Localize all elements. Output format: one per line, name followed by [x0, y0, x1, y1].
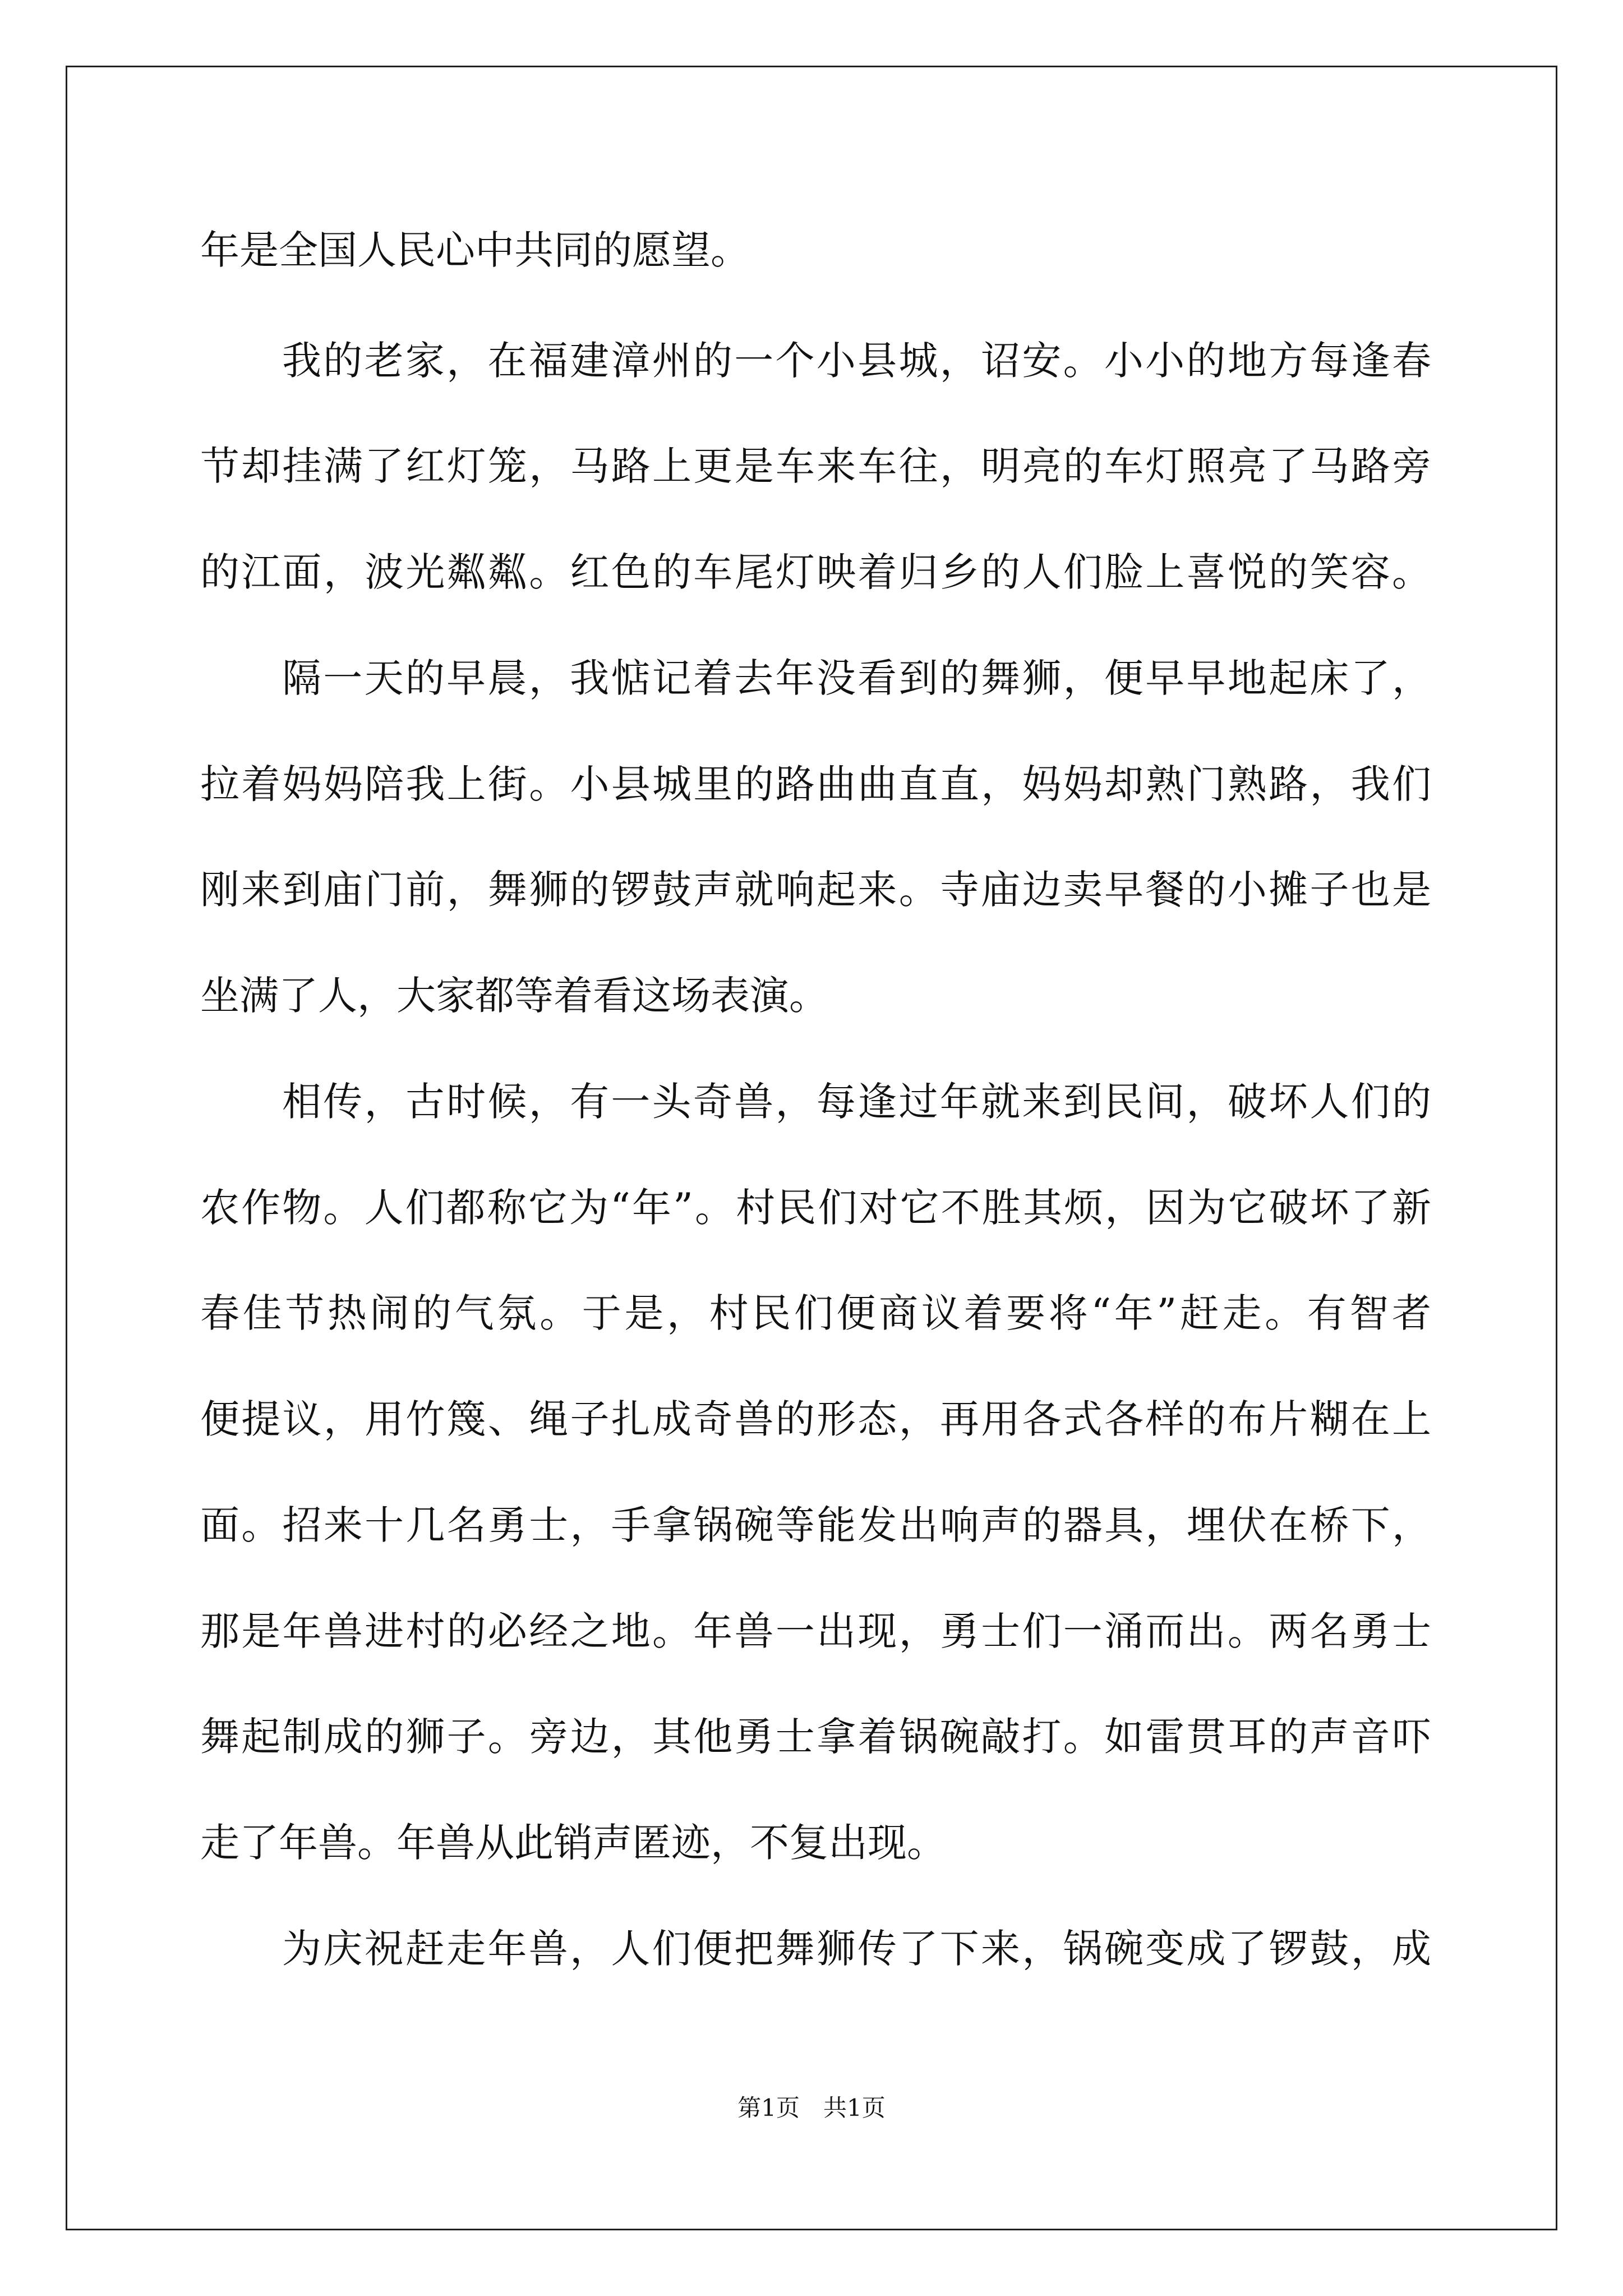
text-line-10: 农作物。人们都称它为“年”。村民们对它不胜其烦，因为它破坏了新 — [200, 1185, 1431, 1231]
text-line-15: 舞起制成的狮子。旁边，其他勇士拿着锅碗敲打。如雷贯耳的声音吓 — [200, 1714, 1431, 1760]
text-line-17: 为庆祝赶走年兽，人们便把舞狮传了下来，锅碗变成了锣鼓，成 — [282, 1926, 1431, 1972]
text-line-2: 我的老家，在福建漳州的一个小县城，诏安。小小的地方每逢春 — [282, 338, 1431, 384]
text-line-3: 节却挂满了红灯笼，马路上更是车来车往，明亮的车灯照亮了马路旁 — [200, 443, 1431, 489]
text-line-14: 那是年兽进村的必经之地。年兽一出现，勇士们一涌而出。两名勇士 — [200, 1608, 1431, 1654]
page-footer: 第1页 共1页 — [737, 2094, 886, 2122]
text-line-9: 相传，古时候，有一头奇兽，每逢过年就来到民间，破坏人们的 — [282, 1079, 1431, 1125]
text-line-8: 坐满了人，大家都等着看这场表演。 — [200, 973, 828, 1019]
text-line-1: 年是全国人民心中共同的愿望。 — [200, 227, 750, 273]
text-line-4: 的江面，波光粼粼。红色的车尾灯映着归乡的人们脸上喜悦的笑容。 — [200, 549, 1431, 595]
text-line-16: 走了年兽。年兽从此销声匿迹，不复出现。 — [200, 1820, 946, 1866]
text-line-6: 拉着妈妈陪我上街。小县城里的路曲曲直直，妈妈却熟门熟路，我们 — [200, 761, 1431, 807]
text-line-7: 刚来到庙门前，舞狮的锣鼓声就响起来。寺庙边卖早餐的小摊子也是 — [200, 867, 1431, 913]
text-line-5: 隔一天的早晨，我惦记着去年没看到的舞狮，便早早地起床了， — [282, 655, 1431, 701]
text-line-12: 便提议，用竹篾、绳子扎成奇兽的形态，再用各式各样的布片糊在上 — [200, 1396, 1431, 1442]
text-line-13: 面。招来十几名勇士，手拿锅碗等能发出响声的器具，埋伏在桥下， — [200, 1502, 1431, 1548]
text-line-11: 春佳节热闹的气氛。于是，村民们便商议着要将“年”赶走。有智者 — [200, 1290, 1431, 1336]
